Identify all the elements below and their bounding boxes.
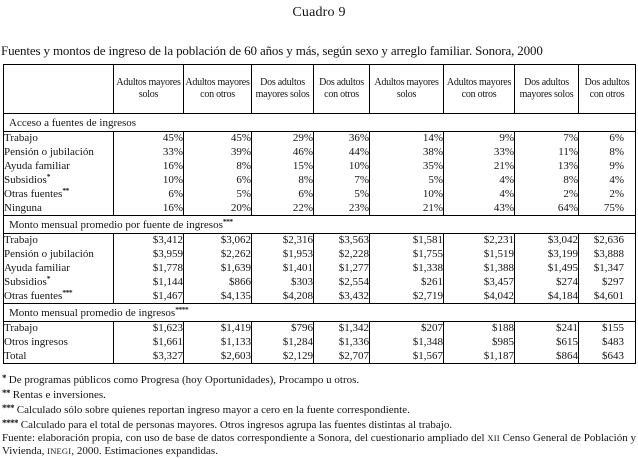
footnote: * De programas públicos como Progresa (hoy Oportunidades), Procampo u otros. [2,373,360,386]
table-cell: 8% [515,174,579,188]
table-cell: $303 [252,276,314,290]
table-cell: $4,601 [579,290,636,304]
table-cell: $274 [515,276,579,290]
table-section [4,114,636,216]
table-row [4,160,636,174]
table-cell: $2,636 [579,234,636,248]
table-cell: $3,412 [114,234,184,248]
table-cell: 29% [252,132,314,146]
table-cell: $2,129 [252,350,314,364]
table-cell: 14% [370,132,444,146]
row-label: Otros ingresos [4,336,114,350]
column-header: Adultos mayores solos [370,65,444,114]
table-cell: 7% [515,132,579,146]
table-cell: 8% [579,146,636,160]
row-label: Total [4,350,114,364]
table-cell: 2% [515,188,579,202]
table-cell: 13% [515,160,579,174]
table-section [4,304,636,364]
table-cell: $2,262 [184,248,252,262]
table-cell: 15% [252,160,314,174]
table-cell: $1,755 [370,248,444,262]
table-cell: $1,623 [114,322,184,336]
table-cell: $1,778 [114,262,184,276]
table-cell: 16% [114,160,184,174]
table-cell: 10% [114,174,184,188]
table-cell: $261 [370,276,444,290]
data-table [3,64,636,364]
row-label: Pensión o jubilación [4,248,114,262]
row-label: Trabajo [4,132,114,146]
table-cell: $3,062 [184,234,252,248]
table-cell: 45% [184,132,252,146]
table-cell: $155 [579,322,636,336]
table-cell: $3,888 [579,248,636,262]
section-header-row [4,114,636,132]
table-cell: $3,457 [444,276,515,290]
table-cell: $1,284 [252,336,314,350]
footnote-marker: * [46,172,51,181]
row-label: Subsidios* [4,276,114,290]
table-cell: $4,208 [252,290,314,304]
table-cell: 39% [184,146,252,160]
smallcaps-text: XII [487,433,500,443]
table-title: Fuentes y montos de ingreso de la población de 60 años y más, según sexo y arreglo familiar. Sonora, 2000 [1,43,543,58]
table-cell: 6% [184,174,252,188]
row-label: Otras fuentes** [4,188,114,202]
table-row [4,234,636,248]
table-cell: $2,719 [370,290,444,304]
table-cell: $1,336 [314,336,370,350]
table-cell: 45% [114,132,184,146]
table-cell: 8% [184,160,252,174]
table-cell: $1,567 [370,350,444,364]
row-label: Ninguna [4,202,114,216]
table-cell: $1,639 [184,262,252,276]
table-cell: 4% [444,174,515,188]
table-cell: 7% [314,174,370,188]
table-cell: 23% [314,202,370,216]
table-cell: $3,563 [314,234,370,248]
table-cell: 5% [184,188,252,202]
table-cell: $1,953 [252,248,314,262]
table-cell: $1,347 [579,262,636,276]
table-cell: 64% [515,202,579,216]
table-row [4,290,636,304]
table-row [4,174,636,188]
table-cell: $2,316 [252,234,314,248]
section-header-row [4,304,636,322]
table-cell: 20% [184,202,252,216]
footnote: **** Calculado para el total de personas mayores. Otros ingresos agrupa las fuentes distintas al trabajo. [2,418,453,431]
table-cell: 9% [579,160,636,174]
table-cell: $1,495 [515,262,579,276]
table-cell: $1,661 [114,336,184,350]
table-cell: 2% [579,188,636,202]
table-cell: 44% [314,146,370,160]
table-row [4,132,636,146]
table-cell: 4% [579,174,636,188]
table-cell: $188 [444,322,515,336]
footnote: *** Calculado sólo sobre quienes reportan ingreso mayor a cero en la fuente correspondiente. [2,403,410,416]
table-cell: 33% [444,146,515,160]
table-section [4,216,636,304]
table-cell: $1,519 [444,248,515,262]
table-cell: $207 [370,322,444,336]
table-cell: $2,707 [314,350,370,364]
table-row [4,350,636,364]
table-cell: 6% [579,132,636,146]
smallcaps-text: INEGI [47,446,72,456]
table-cell: $1,348 [370,336,444,350]
table-cell: 4% [444,188,515,202]
column-header: Dos adultos con otros [314,65,370,114]
table-cell: $3,327 [114,350,184,364]
column-header: Adultos mayores solos [114,65,184,114]
table-cell: 11% [515,146,579,160]
table-cell: 21% [444,160,515,174]
table-cell: 33% [114,146,184,160]
table-cell: 16% [114,202,184,216]
table-cell: 43% [444,202,515,216]
table-cell: $1,187 [444,350,515,364]
table-cell: $2,231 [444,234,515,248]
corner-cell [4,65,114,114]
footnote-marker: **** [175,304,189,314]
table-cell: 21% [370,202,444,216]
column-header: Adultos mayores con otros [444,65,515,114]
table-cell: 8% [252,174,314,188]
row-label: Ayuda familiar [4,160,114,174]
row-label: Pensión o jubilación [4,146,114,160]
row-label: Subsidios* [4,174,114,188]
footnote-marker: * [46,274,51,283]
table-row [4,248,636,262]
table-cell: $2,228 [314,248,370,262]
footnotes [2,372,636,458]
table-cell: $2,554 [314,276,370,290]
section-title: Monto mensual promedio por fuente de ingresos*** [4,216,636,234]
footnote-marker: ** [2,388,10,398]
table-cell: 9% [444,132,515,146]
table-row [4,262,636,276]
footnote-marker: *** [222,216,233,226]
table-cell: $796 [252,322,314,336]
table-cell: 35% [370,160,444,174]
table-cell: 5% [314,188,370,202]
table-row [4,276,636,290]
table-cell: $1,338 [370,262,444,276]
table-cell: $1,401 [252,262,314,276]
table-row [4,188,636,202]
table-cell: $615 [515,336,579,350]
column-header: Dos adultos mayores solos [252,65,314,114]
table-cell: $241 [515,322,579,336]
table-cell: $483 [579,336,636,350]
table-cell: $1,388 [444,262,515,276]
table-cell: 75% [579,202,636,216]
table-row [4,336,636,350]
table-cell: $2,603 [184,350,252,364]
table-cell: $3,432 [314,290,370,304]
table-cell: 10% [370,188,444,202]
table-cell: $1,467 [114,290,184,304]
section-title: Acceso a fuentes de ingresos [4,114,636,132]
table-cell: 5% [370,174,444,188]
table-cell: $1,144 [114,276,184,290]
source-note: Fuente: elaboración propia, con uso de base de datos correspondiente a Sonora, del cuestionario ampliado del XII Censo General de Población y Vivienda, INEGI, 2000. Estimaciones expandidas. [2,432,637,457]
header-row [4,65,636,114]
table-cell: 6% [114,188,184,202]
table-cell: $864 [515,350,579,364]
table-cell: 46% [252,146,314,160]
footnote-marker: *** [2,403,14,413]
column-header: Dos adultos mayores solos [515,65,579,114]
column-header: Adultos mayores con otros [184,65,252,114]
column-header: Dos adultos con otros [579,65,636,114]
table-cell: 22% [252,202,314,216]
table-cell: $1,419 [184,322,252,336]
table-cell: $1,581 [370,234,444,248]
table-cell: $3,959 [114,248,184,262]
table-row [4,146,636,160]
table-cell: $3,042 [515,234,579,248]
table-cell: $985 [444,336,515,350]
footnote-marker: * [2,373,6,383]
footnote-marker: **** [2,418,18,428]
table-row [4,202,636,216]
table-cell: 10% [314,160,370,174]
table-cell: $4,135 [184,290,252,304]
table-cell: $4,184 [515,290,579,304]
row-label: Otras fuentes*** [4,290,114,304]
table-cell: $643 [579,350,636,364]
table-row [4,322,636,336]
table-cell: $1,133 [184,336,252,350]
table-cell: $1,277 [314,262,370,276]
table-cell: 6% [252,188,314,202]
footnote: ** Rentas e inversiones. [2,388,106,401]
footnote-marker: ** [62,186,69,195]
section-header-row [4,216,636,234]
table-cell: 38% [370,146,444,160]
footnote-marker: *** [62,287,73,297]
table-cell: $297 [579,276,636,290]
table-cell: $1,342 [314,322,370,336]
section-title: Monto mensual promedio de ingresos**** [4,304,636,322]
table-cell: $866 [184,276,252,290]
table-cell: $4,042 [444,290,515,304]
row-label: Trabajo [4,234,114,248]
table-cell: 36% [314,132,370,146]
row-label: Trabajo [4,322,114,336]
row-label: Ayuda familiar [4,262,114,276]
table-cell: $3,199 [515,248,579,262]
table-number: Cuadro 9 [292,5,346,20]
